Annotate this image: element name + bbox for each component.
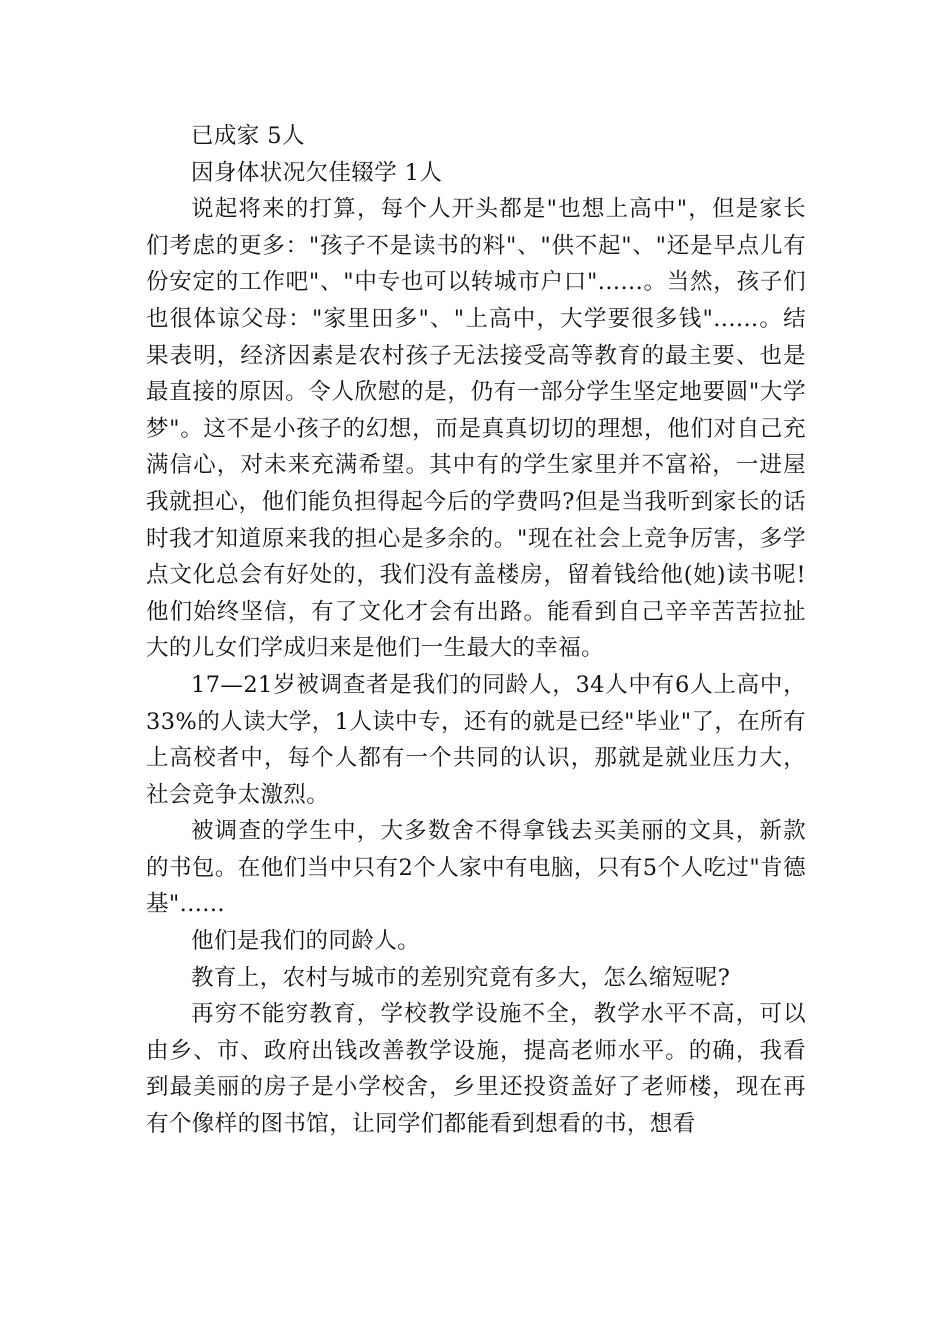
paragraph-future-plans: 说起将来的打算，每个人开头都是"也想上高中"，但是家长们考虑的更多："孩子不是读书的料"、"供不起"、"还是早点儿有份安定的工作吧"、"中专也可以转城市户口"......。当然，孩子们也很体谅父母："家里田多"、"上高中，大学要很多钱"......。结果表明，经济因素是农村孩子无法接受高等教育的最主要、也是最直接的原因。令人欣慰的是，仍有一部分学生坚定地要圆"大学梦"。这不是小孩子的幻想，而是真真切切的理想，他们对自己充满信心，对未来充满希望。其中有的学生家里并不富裕，一进屋我就担心，他们能负担得起今后的学费吗?但是当我听到家长的话时我才知道原来我的担心是多余的。"现在社会上竞争厉害，多学点文化总会有好处的，我们没有盖楼房，留着钱给他(她)读书呢!他们始终坚信，有了文化才会有出路。能看到自己辛辛苦苦拉扯大的儿女们学成归来是他们一生最大的幸福。 [146, 196, 806, 662]
paragraph-education-gap: 教育上，农村与城市的差别究竟有多大，怎么缩短呢? [191, 964, 731, 991]
paragraph-married: 已成家 5人 [191, 123, 305, 149]
document-page [146, 118, 806, 1143]
paragraph-dropout-health: 因身体状况欠佳辍学 1人 [191, 159, 443, 186]
paragraph-same-age: 他们是我们的同龄人。 [191, 928, 421, 955]
paragraph-student-spending: 被调查的学生中，大多数舍不得拿钱去买美丽的文具，新款的书包。在他们当中只有2个人家中有电脑，只有5个人吃过"肯德基"...... [146, 818, 806, 918]
paragraph-peer-survey: 17—21岁被调查者是我们的同龄人，34人中有6人上高中，33%的人读大学，1人读中专，还有的就是已经"毕业"了，在所有上高校者中，每个人都有一个共同的认识，那就是就业压力大，社会竞争太激烈。 [146, 671, 806, 808]
paragraph-education-investment: 再穷不能穷教育，学校教学设施不全，教学水平不高，可以由乡、市、政府出钱改善教学设施，提高老师水平。的确，我看到最美丽的房子是小学校舍，乡里还投资盖好了老师楼，现在再有个像样的图书馆，让同学们都能看到想看的书，想看 [146, 1001, 806, 1138]
